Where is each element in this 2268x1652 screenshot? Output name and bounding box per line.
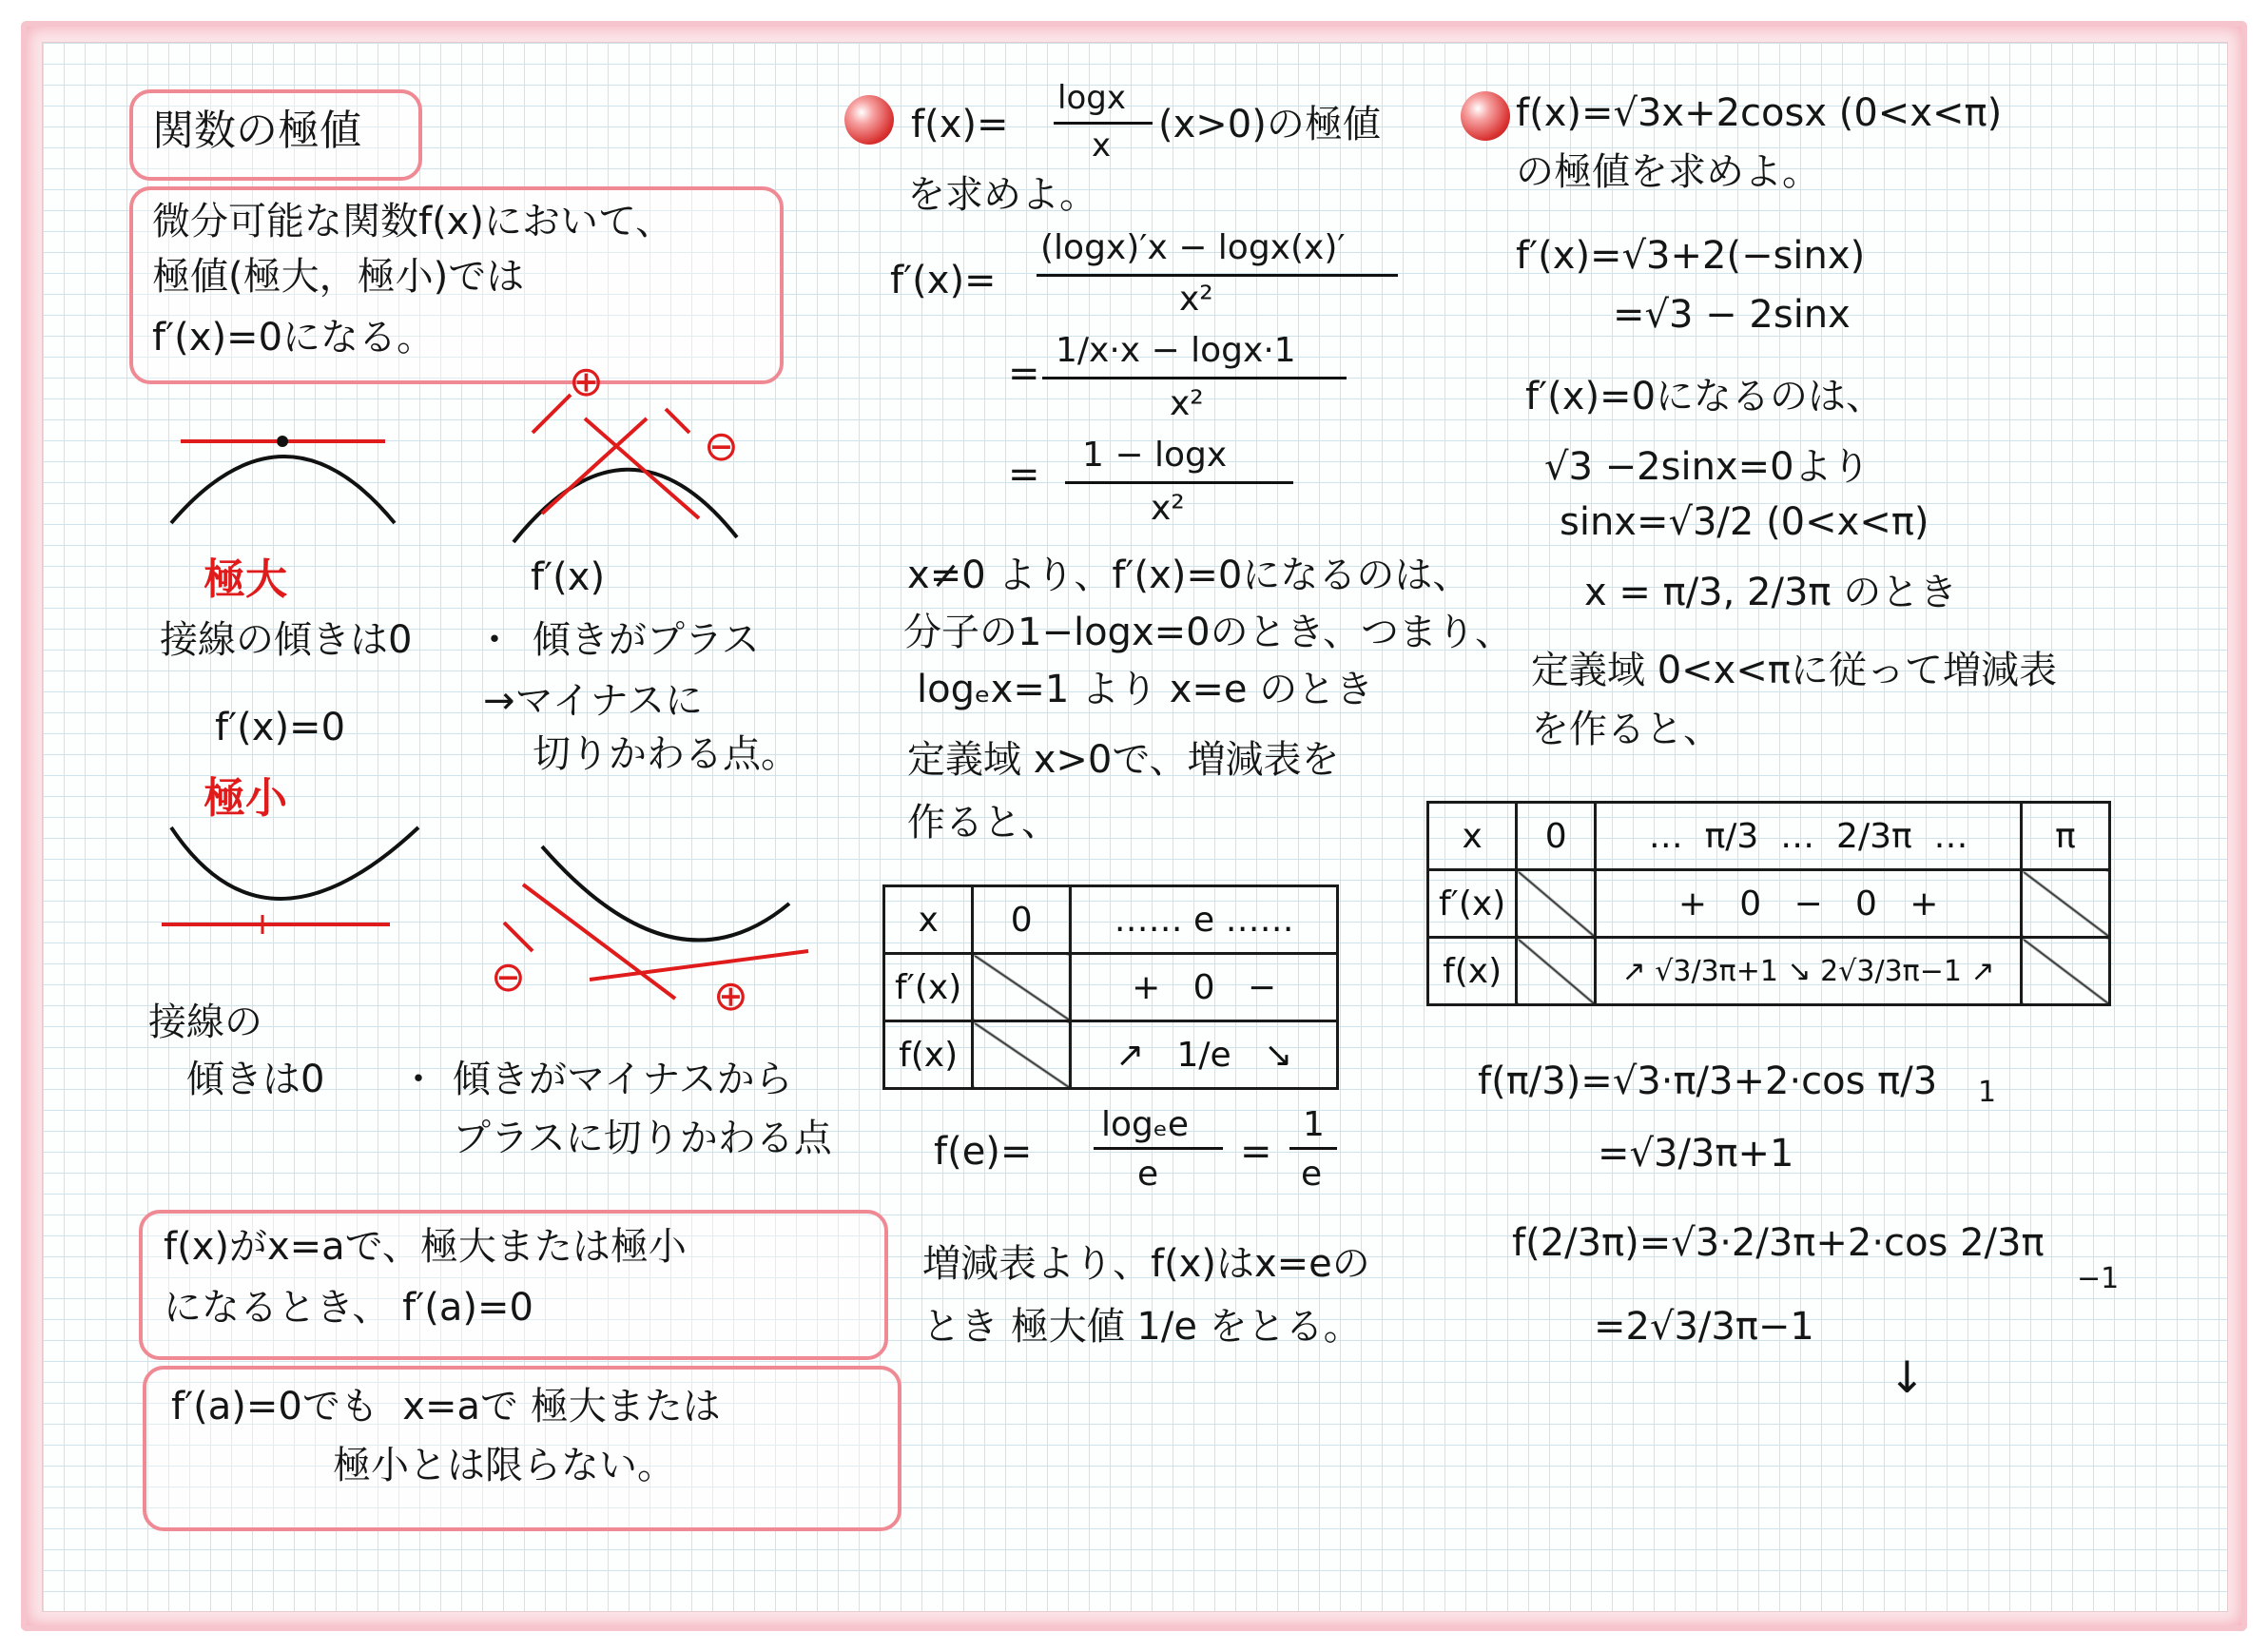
fprime-label: f′(x) — [531, 555, 606, 599]
slope-change-line-3: 切りかわる点。 — [533, 732, 799, 776]
mid-problem-prefix: f(x)= — [911, 103, 1009, 146]
table-cell: 0 — [1517, 803, 1596, 870]
mid-conclusion-line-2: とき 極大値 1/e をとる。 — [922, 1305, 1362, 1349]
mid-deriv-bar-2 — [1042, 377, 1347, 379]
mid-deriv-num-1: (logx)′x − logx(x)′ — [1040, 228, 1346, 267]
separator-dot-2: ・ — [399, 1058, 437, 1101]
slope-zero-text: 接線の傾きは0 — [160, 618, 413, 662]
mid-deriv-num-3: 1 − logx — [1082, 436, 1228, 475]
right-calc-2: =√3/3π+1 — [1598, 1132, 1794, 1176]
slope-change-line-2: →マイナスに — [483, 679, 704, 723]
mid-problem-suffix: (x>0)の極値 — [1158, 103, 1381, 146]
mid-deriv-den-1: x² — [1179, 280, 1213, 319]
table-cell: f(x) — [884, 1021, 973, 1089]
minus-sign-bottom: ⊖ — [491, 953, 526, 1001]
table-cell — [973, 1021, 1071, 1089]
fe-denominator: e — [1137, 1155, 1159, 1194]
mid-variation-table — [882, 884, 1339, 1090]
note-1-line-2: になるとき、 f′(a)=0 — [164, 1286, 533, 1330]
table-row — [1428, 938, 2110, 1005]
table-row — [884, 886, 1338, 954]
note-1-line-1: f(x)がx=aで、極大または極小 — [164, 1225, 687, 1269]
note-2-line-2: 極小とは限らない。 — [333, 1444, 675, 1487]
table-cell — [2022, 938, 2110, 1005]
mid-problem-fraction-bar — [1054, 122, 1153, 125]
minimum-curve-diagram — [162, 818, 409, 951]
minus-sign-top: ⊖ — [704, 422, 739, 471]
fe-equals: = — [1240, 1130, 1272, 1174]
table-cell: x — [1428, 803, 1517, 870]
right-domain-1: 定義域 0<x<πに従って増減表 — [1531, 649, 2057, 692]
mid-deriv-eq-2: = — [1008, 352, 1040, 396]
bullet-icon-middle — [844, 95, 894, 145]
tangent-text-1: 接線の — [148, 1001, 262, 1044]
right-problem-line-1: f(x)=√3x+2cosx (0<x<π) — [1516, 91, 2003, 135]
page-title: 関数の極値 — [152, 107, 361, 155]
right-deriv-1: f′(x)=√3+2(−sinx) — [1516, 234, 1866, 278]
mid-text-line-5: 作ると、 — [907, 801, 1059, 845]
mid-deriv-eq-3: = — [1008, 453, 1040, 496]
fe-bar-2 — [1289, 1147, 1337, 1150]
separator-dot: ・ — [475, 618, 514, 662]
fe-lhs: f(e)= — [934, 1130, 1033, 1174]
table-cell: … π/3 … 2/3π … — [1596, 803, 2022, 870]
maximum-curve-diagram — [162, 418, 409, 542]
fe-numerator: logₑe — [1101, 1105, 1190, 1144]
table-cell — [1517, 938, 1596, 1005]
table-cell: ↗ √3/3π+1 ↘ 2√3/3π−1 ↗ — [1596, 938, 2022, 1005]
right-cond-4: x = π/3, 2/3π のとき — [1584, 571, 1958, 614]
table-cell: ↗ 1/e ↘ — [1071, 1021, 1338, 1089]
mid-text-line-1: x≠0 より、f′(x)=0になるのは、 — [907, 554, 1471, 597]
mid-deriv-bar-3 — [1065, 481, 1293, 484]
definition-line-2: 極値(極大，極小)では — [152, 255, 525, 299]
table-cell — [1517, 870, 1596, 938]
table-cell — [2022, 870, 2110, 938]
mid-problem-numerator: logx — [1057, 79, 1126, 117]
minimum-label: 極小 — [204, 774, 287, 823]
mid-conclusion-line-1: 増減表より、f(x)はx=eの — [922, 1242, 1370, 1286]
plus-sign-top: ⊕ — [569, 358, 604, 406]
mid-problem-line-2: を求めよ。 — [907, 173, 1097, 217]
mid-problem-denominator: x — [1092, 126, 1112, 165]
right-domain-2: を作ると、 — [1531, 708, 1721, 751]
table-row — [884, 1021, 1338, 1089]
right-calc-3-note: −1 — [2077, 1262, 2120, 1295]
definition-line-1: 微分可能な関数f(x)において、 — [152, 200, 674, 243]
table-cell: π — [2022, 803, 2110, 870]
fe-denominator-2: e — [1301, 1155, 1323, 1194]
plus-sign-bottom: ⊕ — [713, 972, 748, 1020]
mid-deriv-lhs: f′(x)= — [890, 259, 997, 302]
right-variation-table — [1426, 801, 2111, 1006]
table-cell: …… e …… — [1071, 886, 1338, 954]
right-calc-3: f(2/3π)=√3·2/3π+2·cos 2/3π — [1512, 1221, 2045, 1265]
mid-text-line-2: 分子の1−logx=0のとき、つまり、 — [903, 611, 1513, 654]
note-2-line-1: f′(a)=0でも x=aで 極大または — [171, 1385, 721, 1428]
fe-bar — [1094, 1147, 1223, 1150]
down-arrow-icon: ↓ — [1889, 1351, 1926, 1403]
fx-zero-text: f′(x)=0 — [215, 706, 346, 749]
mid-text-line-3: logₑx=1 より x=e のとき — [917, 668, 1374, 711]
right-deriv-2: =√3 − 2sinx — [1613, 293, 1851, 337]
table-row — [884, 954, 1338, 1021]
table-cell: x — [884, 886, 973, 954]
mid-deriv-bar-1 — [1037, 274, 1398, 277]
tangent-text-2: 傾きは0 — [186, 1058, 325, 1101]
right-cond-3: sinx=√3/2 (0<x<π) — [1560, 500, 1929, 544]
table-cell: f′(x) — [1428, 870, 1517, 938]
right-calc-1-note: 1 — [1978, 1076, 1997, 1109]
bullet-icon-right — [1461, 91, 1510, 141]
right-cond-2: √3 −2sinx=0より — [1544, 445, 1871, 489]
minimum-slope-diagram — [504, 837, 818, 1008]
minus-to-plus-line-1: 傾きがマイナスから — [453, 1058, 793, 1101]
table-cell: f′(x) — [884, 954, 973, 1021]
mid-deriv-num-2: 1/x·x − logx·1 — [1056, 331, 1296, 370]
mid-text-line-4: 定義域 x>0で、増減表を — [907, 738, 1340, 782]
right-cond-1: f′(x)=0になるのは、 — [1525, 375, 1885, 418]
mid-deriv-den-2: x² — [1170, 384, 1204, 423]
table-row — [1428, 870, 2110, 938]
table-cell: + 0 − 0 + — [1596, 870, 2022, 938]
table-cell: + 0 − — [1071, 954, 1338, 1021]
maximum-label: 極大 — [204, 555, 287, 604]
minus-to-plus-line-2: プラスに切りかわる点 — [453, 1117, 832, 1160]
right-calc-4: =2√3/3π−1 — [1594, 1305, 1814, 1349]
right-calc-1: f(π/3)=√3·π/3+2·cos π/3 — [1478, 1059, 1938, 1103]
table-cell: 0 — [973, 886, 1071, 954]
slope-change-line-1: 傾きがプラス — [533, 618, 760, 662]
fe-numerator-2: 1 — [1303, 1105, 1325, 1144]
definition-line-3: f′(x)=0になる。 — [152, 316, 436, 360]
table-row — [1428, 803, 2110, 870]
mid-deriv-den-3: x² — [1151, 489, 1185, 528]
table-cell: f(x) — [1428, 938, 1517, 1005]
table-cell — [973, 954, 1071, 1021]
right-problem-line-2: の極値を求めよ。 — [1516, 150, 1820, 194]
